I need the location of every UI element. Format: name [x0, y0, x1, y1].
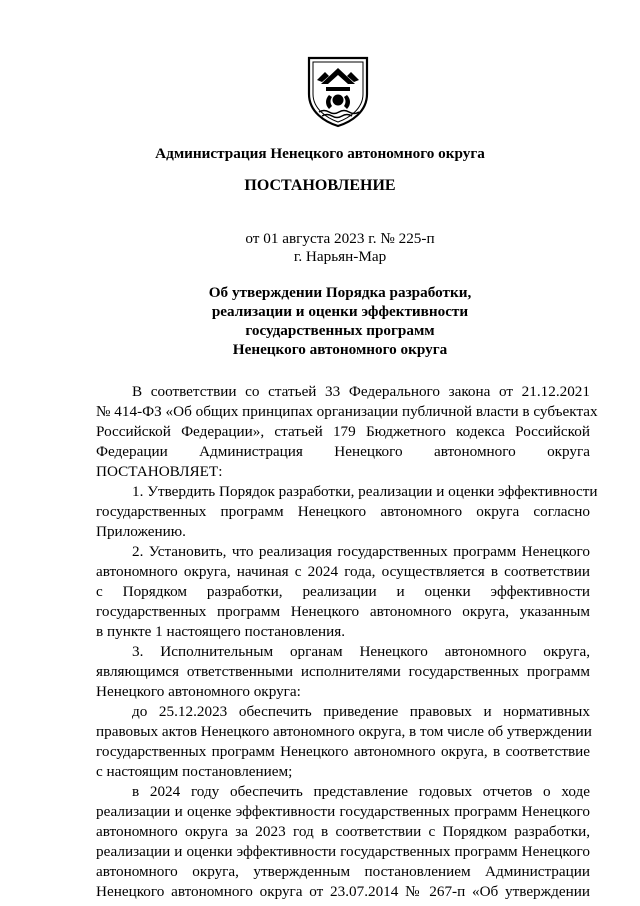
body-line: реализации и оценки эффективности государственных программ Ненецкого — [96, 843, 590, 860]
body-line: государственных программ Ненецкого автономного округа, в соответствие — [96, 743, 590, 760]
body-line: государственных программ Ненецкого автономного округа, указанным — [96, 603, 590, 620]
body-line: автономного округа, утвержденным постановлением Администрации — [96, 863, 590, 880]
body-line: в 2024 году обеспечить представление годовых отчетов о ходе — [132, 783, 590, 800]
organization-name: Администрация Ненецкого автономного округа — [155, 145, 485, 162]
city: г. Нарьян-Мар — [293, 248, 387, 265]
title-line: Ненецкого автономного округа — [232, 341, 448, 358]
body-line: Приложению. — [96, 523, 186, 540]
title-line: Об утверждении Порядка разработки, — [208, 284, 472, 301]
body-line: В соответствии со статьей 33 Федерального закона от 21.12.2021 — [132, 383, 590, 400]
body-line: государственных программ Ненецкого автономного округа согласно — [96, 503, 590, 520]
body-line: № 414-ФЗ «Об общих принципах организации публичной власти в субъектах — [96, 403, 598, 420]
body-line: правовых актов Ненецкого автономного округа, в том числе об утверждении — [96, 723, 592, 740]
body-line: Ненецкого автономного округа от 23.07.2014 № 267-п «Об утверждении — [96, 883, 590, 900]
date-number: от 01 августа 2023 г. № 225-п — [245, 230, 435, 247]
document-type: ПОСТАНОВЛЕНИЕ — [244, 177, 396, 194]
body-line: являющимся ответственными исполнителями государственных программ — [96, 663, 590, 680]
body-line: Российской Федерации», статьей 179 Бюджетного кодекса Российской — [96, 423, 590, 440]
body-line: ПОСТАНОВЛЯЕТ: — [96, 463, 223, 480]
body-line: Федерации Администрация Ненецкого автономного округа — [96, 443, 590, 460]
title-line: реализации и оценки эффективности — [211, 303, 469, 320]
document-body — [96, 382, 598, 902]
body-line: 1. Утвердить Порядок разработки, реализации и оценки эффективности — [132, 483, 598, 500]
body-line: автономного округа, начиная с 2024 года, осуществляется в соответствии — [96, 563, 590, 580]
body-line: автономного округа за 2023 год в соответствии с Порядком разработки, — [96, 823, 590, 840]
coat-of-arms-emblem — [303, 54, 373, 128]
body-line: 2. Установить, что реализация государственных программ Ненецкого — [132, 543, 590, 560]
body-line: с Порядком разработки, реализации и оценки эффективности — [96, 583, 590, 600]
body-line: с настоящим постановлением; — [96, 763, 293, 780]
body-line: Ненецкого автономного округа: — [96, 683, 301, 700]
body-line: в пункте 1 настоящего постановления. — [96, 623, 346, 640]
body-line: реализации и оценке эффективности государственных программ Ненецкого — [96, 803, 590, 820]
body-line: 3. Исполнительным органам Ненецкого автономного округа, — [132, 643, 590, 660]
body-line: до 25.12.2023 обеспечить приведение правовых и нормативных — [132, 703, 590, 720]
title-line: государственных программ — [245, 322, 435, 339]
